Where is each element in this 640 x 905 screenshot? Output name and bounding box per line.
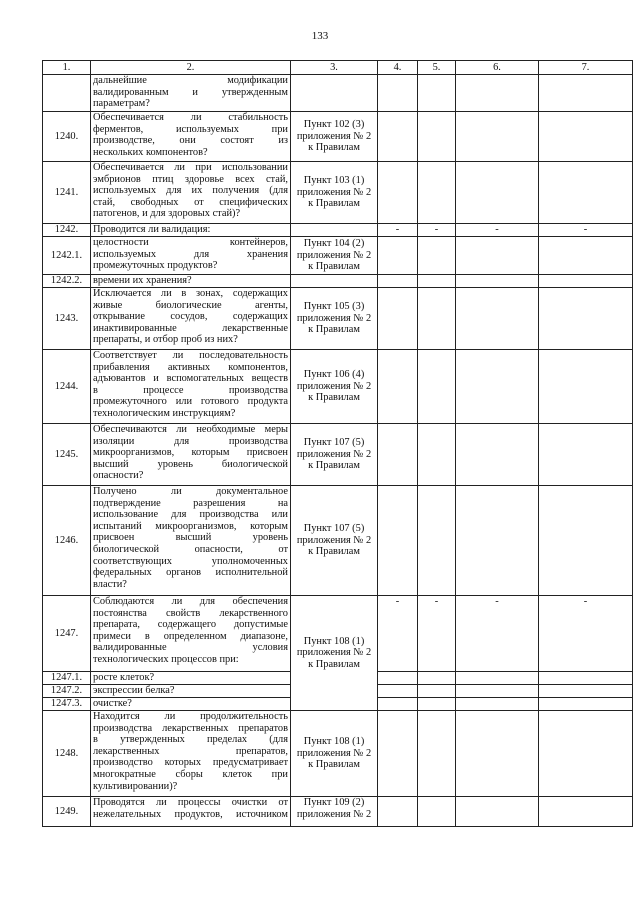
note-cell bbox=[539, 685, 633, 698]
table-row bbox=[43, 486, 633, 596]
note-cell bbox=[539, 237, 633, 275]
question-text: Соответствует ли последовательность прибавления активных компонентов, адъювантов и вспомогательных веществ в процессе производства промежуточного или готового продукта технологическим инструкциям? bbox=[91, 350, 291, 424]
question-text: Обеспечивается ли стабильность ферментов, используемых при производстве, они состоят из нескольких компонентов? bbox=[91, 112, 291, 162]
answer-yes-cell bbox=[378, 350, 418, 424]
reference-cell: Пункт 103 (1) приложения № 2 к Правилам bbox=[291, 162, 378, 224]
answer-na-cell bbox=[456, 486, 539, 596]
row-number: 1241. bbox=[43, 162, 91, 224]
row-number: 1242.2. bbox=[43, 275, 91, 288]
table-row bbox=[43, 162, 633, 224]
answer-na-cell bbox=[456, 711, 539, 797]
row-number: 1247.2. bbox=[43, 685, 91, 698]
answer-na-cell bbox=[456, 275, 539, 288]
answer-yes-cell bbox=[378, 698, 418, 711]
answer-na-cell bbox=[456, 162, 539, 224]
row-number bbox=[43, 75, 91, 112]
reference-cell: Пункт 109 (2) приложения № 2 bbox=[291, 797, 378, 827]
column-header: 1. bbox=[43, 61, 91, 75]
table-row bbox=[43, 237, 633, 275]
answer-no-cell bbox=[418, 486, 456, 596]
answer-yes-cell bbox=[378, 162, 418, 224]
column-header: 6. bbox=[456, 61, 539, 75]
answer-na-cell bbox=[456, 350, 539, 424]
answer-na-cell bbox=[456, 424, 539, 486]
answer-yes-cell bbox=[378, 288, 418, 350]
table-row bbox=[43, 224, 633, 237]
answer-no-cell bbox=[418, 237, 456, 275]
table-row bbox=[43, 711, 633, 797]
note-cell bbox=[539, 350, 633, 424]
reference-cell: Пункт 108 (1) приложения № 2 к Правилам bbox=[291, 711, 378, 797]
question-text: Находится ли продолжительность производства лекарственных препаратов в утвержденных пределах (для лекарственных препаратов, производство которых предусматривает многократные сборы клеток при культивировании)? bbox=[91, 711, 291, 797]
note-cell bbox=[539, 275, 633, 288]
answer-yes-cell: - bbox=[378, 224, 418, 237]
reference-cell bbox=[291, 75, 378, 112]
note-cell bbox=[539, 288, 633, 350]
table-row bbox=[43, 797, 633, 827]
question-text: дальнейшие модификации валидированным и утвержденным параметрам? bbox=[91, 75, 291, 112]
answer-na-cell bbox=[456, 698, 539, 711]
answer-no-cell bbox=[418, 711, 456, 797]
row-number: 1242.1. bbox=[43, 237, 91, 275]
table-row bbox=[43, 350, 633, 424]
column-header: 4. bbox=[378, 61, 418, 75]
question-text: экспрессии белка? bbox=[91, 685, 291, 698]
answer-na-cell bbox=[456, 672, 539, 685]
table-row bbox=[43, 424, 633, 486]
answer-no-cell bbox=[418, 288, 456, 350]
note-cell bbox=[539, 797, 633, 827]
table-row bbox=[43, 596, 633, 672]
note-cell bbox=[539, 75, 633, 112]
answer-yes-cell bbox=[378, 685, 418, 698]
table-row bbox=[43, 275, 633, 288]
answer-na-cell bbox=[456, 797, 539, 827]
row-number: 1247.3. bbox=[43, 698, 91, 711]
question-text: Обеспечиваются ли необходимые меры изоляции для производства микроорганизмов, которым присвоен высший уровень биологической опасности? bbox=[91, 424, 291, 486]
column-header: 3. bbox=[291, 61, 378, 75]
page-number: 133 bbox=[311, 30, 329, 42]
row-number: 1244. bbox=[43, 350, 91, 424]
answer-yes-cell: - bbox=[378, 596, 418, 672]
answer-no-cell bbox=[418, 275, 456, 288]
answer-no-cell: - bbox=[418, 596, 456, 672]
row-number: 1249. bbox=[43, 797, 91, 827]
answer-yes-cell bbox=[378, 275, 418, 288]
checklist-table bbox=[42, 60, 633, 827]
question-text: Проводится ли валидация: bbox=[91, 224, 291, 237]
answer-no-cell bbox=[418, 112, 456, 162]
row-number: 1243. bbox=[43, 288, 91, 350]
question-text: Проводятся ли процессы очистки от нежелательных продуктов, источником bbox=[91, 797, 291, 827]
table-row bbox=[43, 75, 633, 112]
note-cell bbox=[539, 162, 633, 224]
table-row bbox=[43, 288, 633, 350]
reference-cell: Пункт 105 (3) приложения № 2 к Правилам bbox=[291, 288, 378, 350]
answer-no-cell bbox=[418, 424, 456, 486]
note-cell bbox=[539, 112, 633, 162]
question-text: росте клеток? bbox=[91, 672, 291, 685]
row-number: 1240. bbox=[43, 112, 91, 162]
question-text: Исключается ли в зонах, содержащих живые биологические агенты, открывание сосудов, содержащих инактивированные лекарственные препараты, и отбор проб из них? bbox=[91, 288, 291, 350]
answer-yes-cell bbox=[378, 672, 418, 685]
row-number: 1247.1. bbox=[43, 672, 91, 685]
answer-na-cell: - bbox=[456, 596, 539, 672]
note-cell bbox=[539, 672, 633, 685]
column-header: 2. bbox=[91, 61, 291, 75]
answer-yes-cell bbox=[378, 75, 418, 112]
reference-cell: Пункт 108 (1) приложения № 2 к Правилам bbox=[291, 596, 378, 711]
row-number: 1246. bbox=[43, 486, 91, 596]
answer-na-cell bbox=[456, 237, 539, 275]
reference-cell: Пункт 102 (3) приложения № 2 к Правилам bbox=[291, 112, 378, 162]
answer-yes-cell bbox=[378, 424, 418, 486]
note-cell bbox=[539, 486, 633, 596]
reference-cell: Пункт 107 (5) приложения № 2 к Правилам bbox=[291, 424, 378, 486]
answer-yes-cell bbox=[378, 711, 418, 797]
question-text: целостности контейнеров, используемых для хранения промежуточных продуктов? bbox=[91, 237, 291, 275]
answer-na-cell bbox=[456, 288, 539, 350]
answer-yes-cell bbox=[378, 486, 418, 596]
question-text: времени их хранения? bbox=[91, 275, 291, 288]
row-number: 1245. bbox=[43, 424, 91, 486]
note-cell bbox=[539, 711, 633, 797]
note-cell: - bbox=[539, 596, 633, 672]
answer-no-cell bbox=[418, 698, 456, 711]
column-header: 5. bbox=[418, 61, 456, 75]
reference-cell bbox=[291, 275, 378, 288]
row-number: 1248. bbox=[43, 711, 91, 797]
answer-no-cell bbox=[418, 685, 456, 698]
answer-na-cell bbox=[456, 112, 539, 162]
answer-no-cell bbox=[418, 162, 456, 224]
answer-yes-cell bbox=[378, 797, 418, 827]
table-row bbox=[43, 112, 633, 162]
answer-na-cell bbox=[456, 75, 539, 112]
row-number: 1242. bbox=[43, 224, 91, 237]
question-text: Получено ли документальное подтверждение разрешения на использование для производства или испытаний микроорганизмов, которым присвоен высший уровень биологической опасности, от соответствующих уполномоченных федеральных органов исполнительной власти? bbox=[91, 486, 291, 596]
answer-no-cell bbox=[418, 75, 456, 112]
answer-na-cell: - bbox=[456, 224, 539, 237]
reference-cell: Пункт 107 (5) приложения № 2 к Правилам bbox=[291, 486, 378, 596]
reference-cell: Пункт 106 (4) приложения № 2 к Правилам bbox=[291, 350, 378, 424]
question-text: Соблюдаются ли для обеспечения постоянства свойств лекарственного препарата, содержащего допустимые примеси в определенном диапазоне, валидированные условия технологических процессов при: bbox=[91, 596, 291, 672]
answer-no-cell bbox=[418, 797, 456, 827]
note-cell bbox=[539, 698, 633, 711]
answer-no-cell: - bbox=[418, 224, 456, 237]
column-header: 7. bbox=[539, 61, 633, 75]
note-cell bbox=[539, 424, 633, 486]
question-text: очистке? bbox=[91, 698, 291, 711]
reference-cell bbox=[291, 224, 378, 237]
table-header-row bbox=[43, 61, 633, 75]
answer-no-cell bbox=[418, 350, 456, 424]
note-cell: - bbox=[539, 224, 633, 237]
answer-no-cell bbox=[418, 672, 456, 685]
answer-na-cell bbox=[456, 685, 539, 698]
reference-cell: Пункт 104 (2) приложения № 2 к Правилам bbox=[291, 237, 378, 275]
answer-yes-cell bbox=[378, 112, 418, 162]
row-number: 1247. bbox=[43, 596, 91, 672]
answer-yes-cell bbox=[378, 237, 418, 275]
question-text: Обеспечивается ли при использовании эмбрионов птиц здоровье всех стай, используемых для их получения (для стай, свободных от специфических патогенов, и для здоровых стай)? bbox=[91, 162, 291, 224]
